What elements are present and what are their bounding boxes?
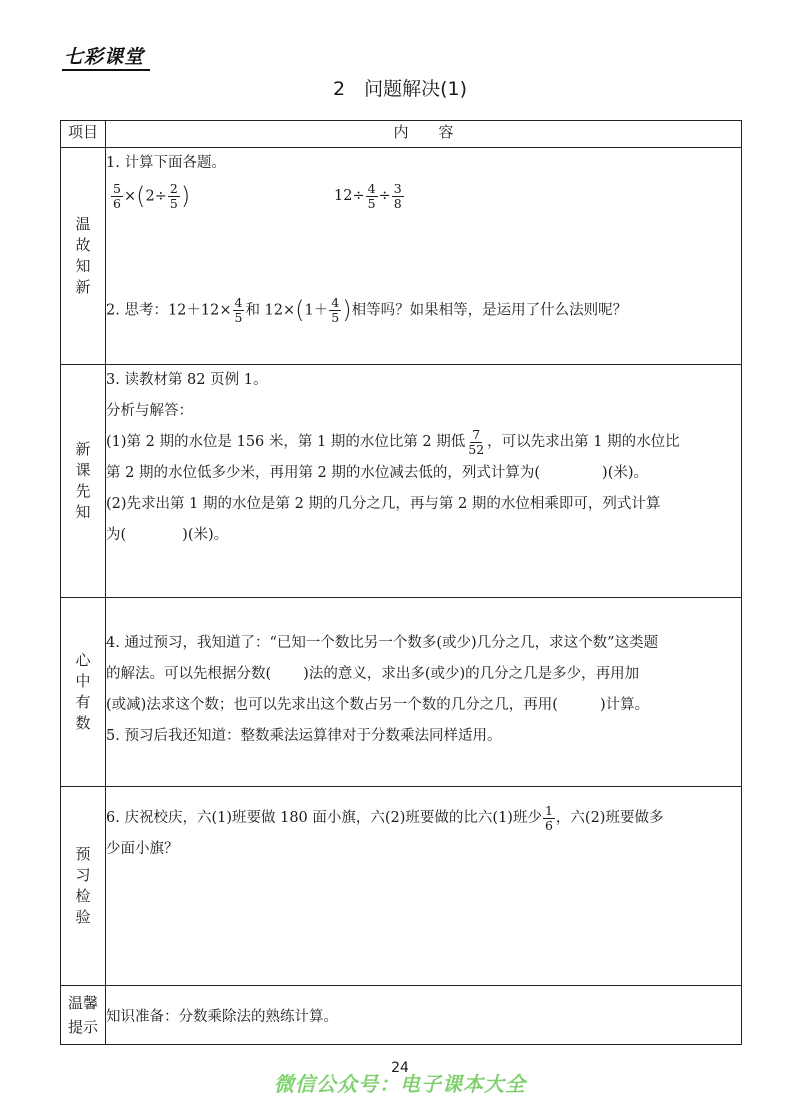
question-6-line-2: 少面小旗？ <box>106 841 179 857</box>
question-6: 6. 庆祝校庆，六(1)班要做 180 面小旗，六(2)班要做的比六(1)班少 $\frac{1}{6}$ ，六(2)班要做多 <box>106 802 664 833</box>
q1-expression-2: 12÷ $\frac{4}{5}$ ÷ $\frac{3}{8}$ <box>334 180 402 211</box>
question-5: 5. 预习后我还知道：整数乘法运算律对于分数乘法同样适用。 <box>106 728 502 744</box>
header-content: 内 容 <box>106 121 742 148</box>
section-check-content <box>106 787 742 986</box>
brand-logo-text: 七彩课堂 <box>64 46 145 68</box>
brand-underline <box>62 69 150 71</box>
section-review-label: 温故知新 <box>61 148 106 365</box>
section-insight-label: 心中有数 <box>61 598 106 787</box>
section-insight-content <box>106 598 742 787</box>
question-4-line-3: (或减)法求这个数；也可以先求出这个数占另一个数的几分之几，再用( )计算。 <box>106 697 650 713</box>
preview-part-1: (1)第 2 期的水位是 156 米，第 1 期的水位比第 2 期低 $\frac{7}{52}$ ，可以先求出第 1 期的水位比 <box>106 426 680 457</box>
section-check-label: 预习检验 <box>61 787 106 986</box>
q1-expressions <box>106 181 741 221</box>
preview-part-2: (2)先求出第 1 期的水位是第 2 期的几分之几，再与第 2 期的水位相乘即可，列式计算 <box>106 496 661 512</box>
section-tips-content <box>106 986 742 1045</box>
analysis-heading: 分析与解答： <box>106 403 193 419</box>
lesson-table <box>60 120 742 1045</box>
section-review <box>61 148 742 365</box>
header-item: 项目 <box>61 121 106 148</box>
question-4-line-2: 的解法。可以先根据分数( )法的意义，求出多(或少)的几分之几是多少，再用加 <box>106 666 640 682</box>
table-header-row <box>61 121 742 148</box>
watermark: 微信公众号：电子课本大全 <box>274 1072 526 1096</box>
section-preview <box>61 365 742 598</box>
page-title: 2 问题解决(1) <box>332 78 467 100</box>
section-tips-label: 温馨提示 <box>61 986 106 1045</box>
question-2: 2. 思考：12＋12× $\frac{4}{5}$ 和 12×(1＋ $\frac{4}{5}$ )相等吗？如果相等，是运用了什么法则呢？ <box>106 295 628 325</box>
brand-logo <box>62 36 152 70</box>
question-4: 4. 通过预习，我知道了：“已知一个数比另一个数多(或少)几分之几，求这个数”这类题 <box>106 635 659 651</box>
q1-expression-1: $\frac{5}{6}$ ×(2÷ $\frac{2}{5}$ ) <box>113 181 191 211</box>
question-3: 3. 读教材第 82 页例 1。 <box>106 372 268 388</box>
section-tips <box>61 986 742 1045</box>
page-number: 24 <box>391 1060 409 1076</box>
section-review-content <box>106 148 742 365</box>
section-insight <box>61 598 742 787</box>
preview-part-2-line-2: 为( )(米)。 <box>106 527 229 543</box>
tips-text: 知识准备：分数乘除法的熟练计算。 <box>106 1008 338 1025</box>
section-preview-content <box>106 365 742 598</box>
section-preview-label: 新课先知 <box>61 365 106 598</box>
preview-part-1-line-2: 第 2 期的水位低多少米，再用第 2 期的水位减去低的，列式计算为( )(米)。 <box>106 465 649 481</box>
question-1: 1. 计算下面各题。 <box>106 155 226 171</box>
section-check <box>61 787 742 986</box>
